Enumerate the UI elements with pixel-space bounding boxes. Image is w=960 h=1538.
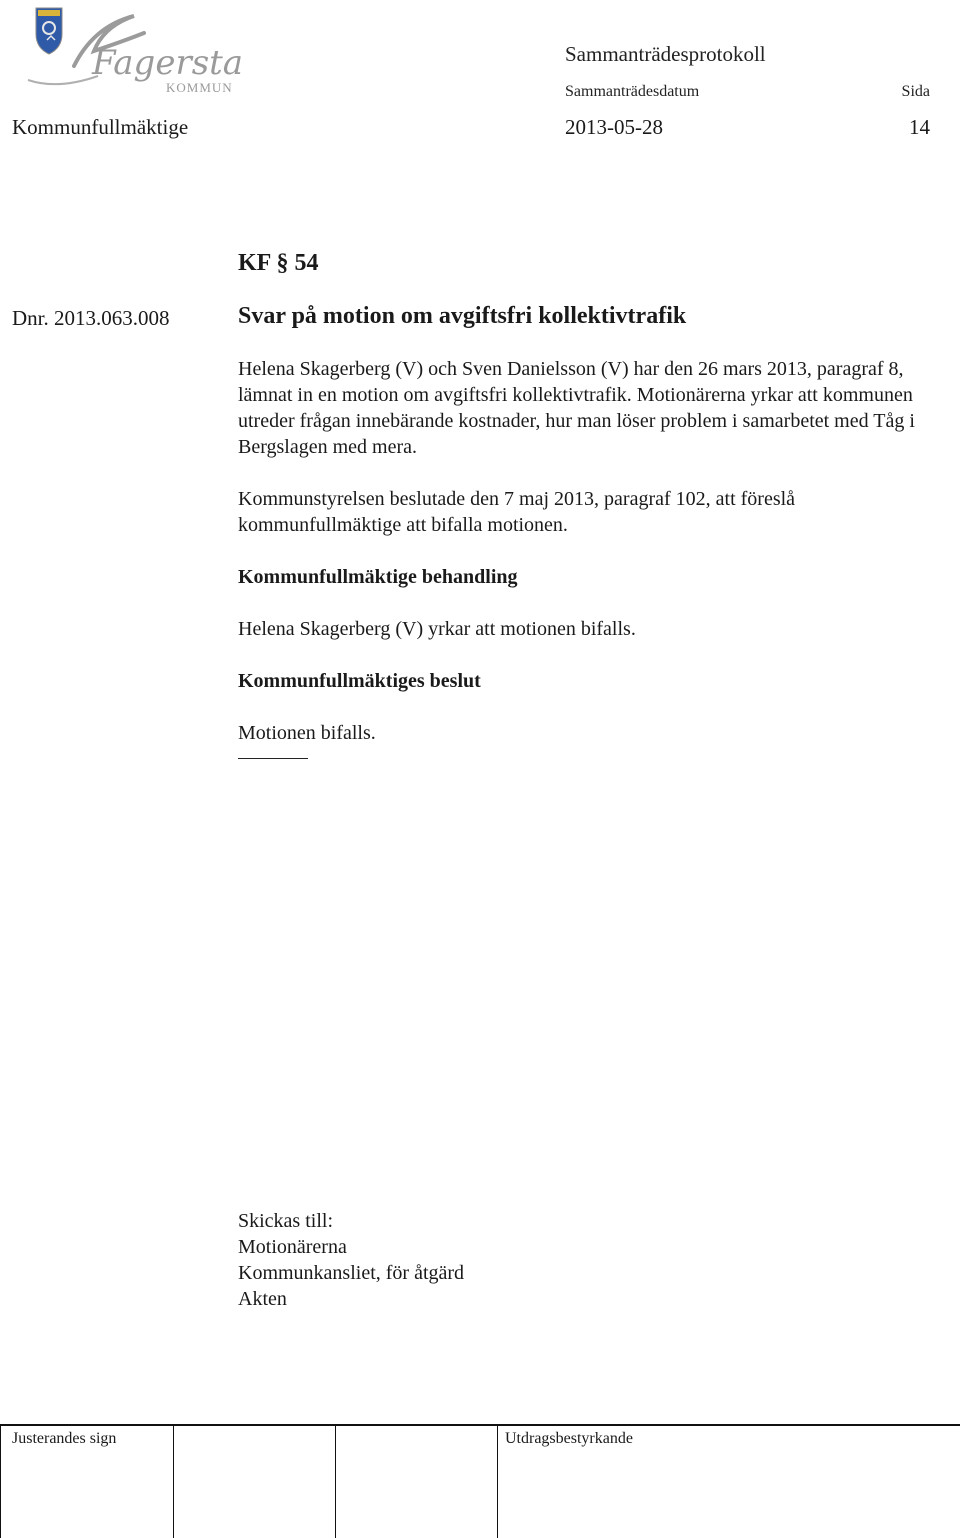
distribution-recipient: Akten bbox=[238, 1288, 287, 1310]
decision-heading: Kommunfullmäktiges beslut bbox=[238, 670, 481, 692]
body-name: Kommunfullmäktige bbox=[12, 115, 189, 139]
page-label: Sida bbox=[901, 83, 930, 100]
svg-text:KOMMUN: KOMMUN bbox=[166, 80, 233, 95]
coat-of-arms-icon bbox=[36, 8, 62, 54]
background-paragraph: Helena Skagerberg (V) och Sven Danielsson (V) har den 26 mars 2013, paragraf 8, lämnat in en motion om avgiftsfri kollektivtrafik. Motionärerna yrkar att kommunen utreder frågan innebärande kostnader, hur man löser problem i samarbetet med Tåg i Bergslagen med mera. bbox=[238, 358, 915, 458]
certification-label: Utdragsbestyrkande bbox=[505, 1430, 633, 1447]
fagersta-logo-graphic bbox=[14, 4, 246, 96]
end-rule bbox=[238, 758, 308, 759]
meeting-date-label: Sammanträdesdatum bbox=[565, 83, 700, 100]
svg-text:Fagersta: Fagersta bbox=[92, 43, 244, 83]
certification-cell bbox=[497, 1426, 498, 1538]
decision-content bbox=[238, 356, 918, 759]
distribution-list bbox=[238, 1208, 464, 1312]
document-type: Sammanträdesprotokoll bbox=[565, 42, 766, 66]
diary-number: Dnr. 2013.063.008 bbox=[12, 306, 170, 330]
handling-paragraph: Helena Skagerberg (V) yrkar att motionen bifalls. bbox=[238, 618, 636, 640]
footer-divider bbox=[0, 1426, 1, 1538]
page-number: 14 bbox=[909, 115, 930, 139]
municipality-logo bbox=[14, 4, 246, 96]
distribution-recipient: Motionärerna bbox=[238, 1236, 347, 1258]
section-title: Svar på motion om avgiftsfri kollektivtrafik bbox=[238, 303, 687, 329]
distribution-label: Skickas till: bbox=[238, 1210, 333, 1232]
handling-heading: Kommunfullmäktige behandling bbox=[238, 566, 518, 588]
decision-paragraph: Motionen bifalls. bbox=[238, 722, 376, 744]
sign-cell bbox=[173, 1426, 174, 1538]
signature-footer bbox=[0, 1424, 960, 1538]
sign-cell bbox=[335, 1426, 336, 1538]
sign-label: Justerandes sign bbox=[12, 1430, 117, 1447]
meeting-date: 2013-05-28 bbox=[565, 115, 663, 139]
section-number: KF § 54 bbox=[238, 250, 319, 276]
distribution-recipient: Kommunkansliet, för åtgärd bbox=[238, 1262, 465, 1284]
board-decision-paragraph: Kommunstyrelsen beslutade den 7 maj 2013, paragraf 102, att föreslå kommunfullmäktige att bifalla motionen. bbox=[238, 488, 796, 536]
